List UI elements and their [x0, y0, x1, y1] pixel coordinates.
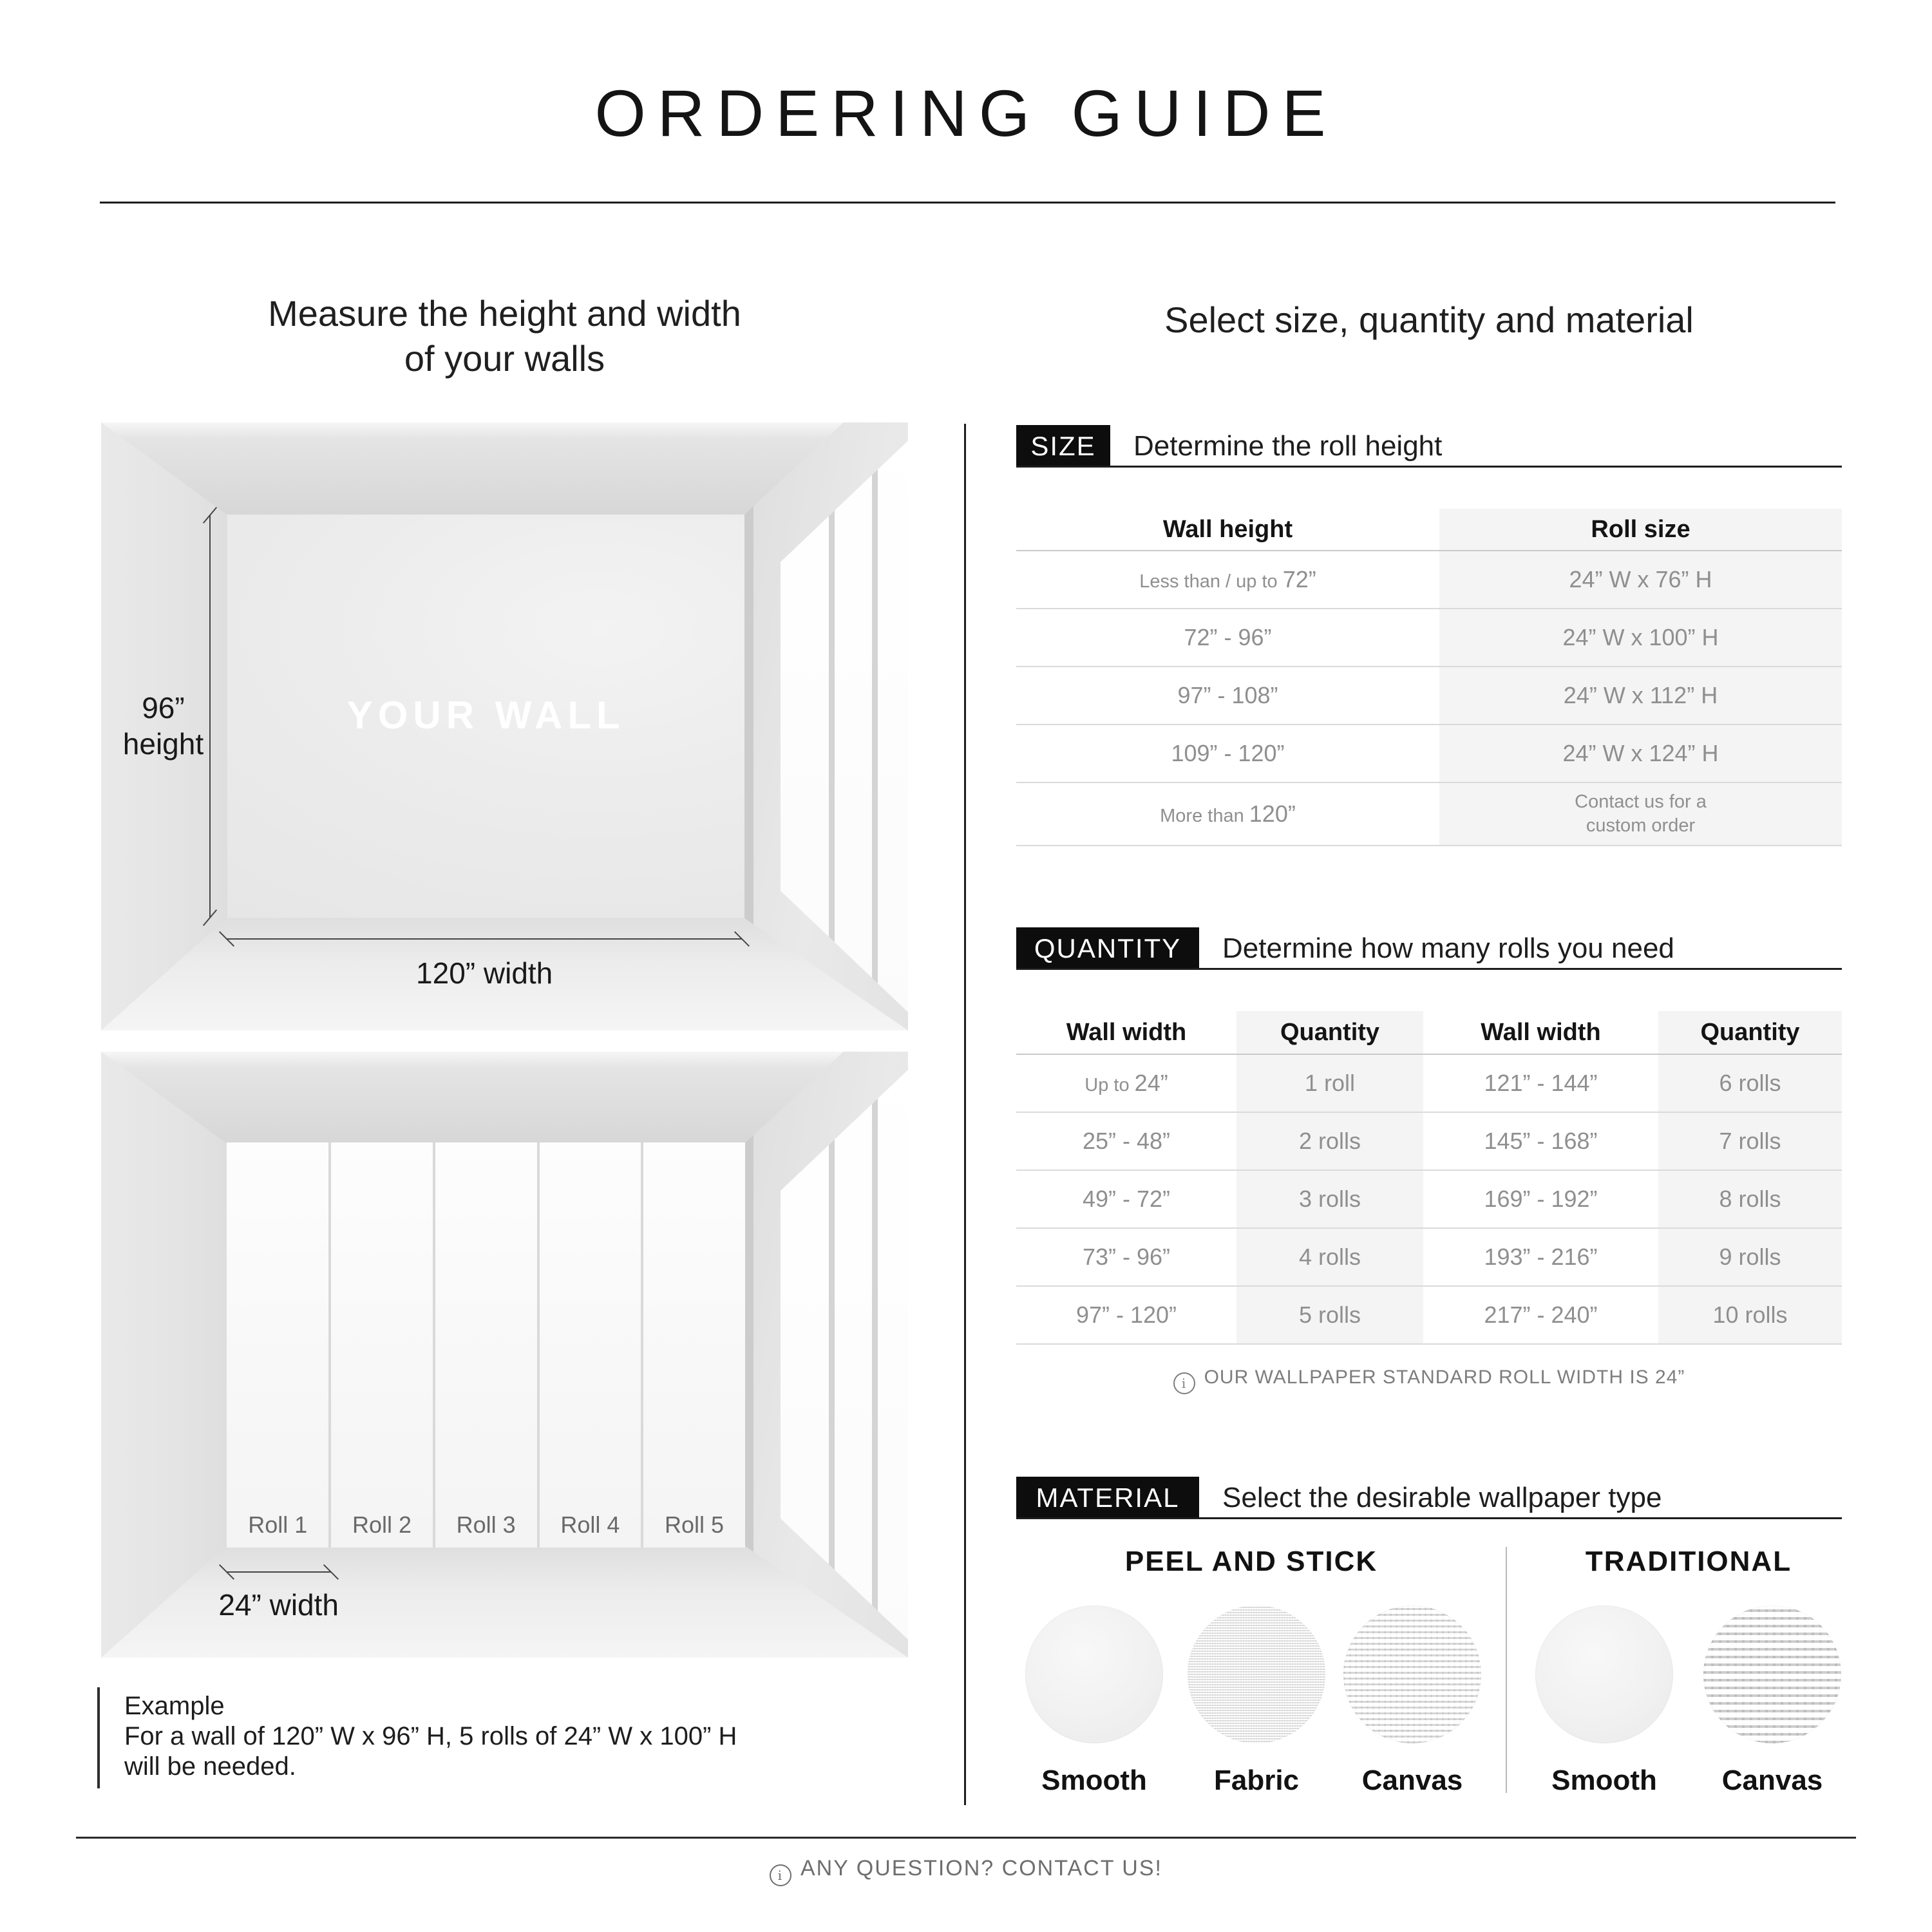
room-illustration-measure: [101, 422, 908, 1030]
column-header-wall-width: Wall width: [1481, 1018, 1601, 1046]
table-row: Up to 24” 1 roll 121” - 144” 6 rolls: [1084, 1070, 1781, 1096]
note-text: OUR WALLPAPER STANDARD ROLL WIDTH IS 24”: [1204, 1367, 1685, 1388]
footer-text: ANY QUESTION? CONTACT US!: [800, 1856, 1162, 1880]
example-line1: For a wall of 120” W x 96” H, 5 rolls of 24” W x 100” H: [124, 1722, 737, 1750]
material-section-heading: Select the desirable wallpaper type: [1222, 1482, 1662, 1513]
quantity-section-heading: Determine how many rolls you need: [1222, 933, 1674, 964]
column-header-quantity: Quantity: [1280, 1018, 1380, 1046]
window-glass: [781, 1052, 908, 1658]
roll-label: Roll 5: [665, 1511, 724, 1538]
width-dimension-line: [227, 938, 741, 940]
swatch-label: Canvas: [1361, 1765, 1463, 1796]
height-value: 96”: [142, 691, 185, 725]
column-header-roll-size: Roll size: [1591, 515, 1690, 543]
footer-divider: [76, 1837, 1856, 1839]
room-illustration-rolls: [101, 1052, 908, 1658]
table-row: 109” - 120” 24” W x 124” H: [1016, 724, 1842, 782]
table-row: 49” - 72” 3 rolls 169” - 192” 8 rolls: [1016, 1170, 1842, 1227]
size-section-rule: [1016, 466, 1842, 468]
info-icon: i: [1173, 1372, 1195, 1394]
swatch-label: Fabric: [1213, 1765, 1300, 1796]
swatch-label: Canvas: [1721, 1765, 1823, 1796]
swatch-smooth-icon: [1535, 1605, 1673, 1743]
quantity-table-header: [1016, 1011, 1842, 1055]
roll-label: Roll 1: [248, 1511, 308, 1538]
height-word: height: [122, 727, 204, 761]
roll-panel: [643, 1142, 745, 1548]
info-icon: i: [770, 1864, 791, 1886]
swatch-label: Smooth: [1551, 1765, 1657, 1796]
example-title: Example: [124, 1692, 225, 1720]
column-divider: [964, 424, 966, 1805]
column-header-quantity: Quantity: [1700, 1018, 1800, 1046]
window-mullion: [872, 422, 878, 1030]
roll-width-dimension-line: [227, 1571, 331, 1573]
window-glass: [781, 422, 908, 1030]
swatch-canvas-icon: [1343, 1605, 1481, 1743]
height-dimension-label: [111, 690, 216, 762]
material-badge: MATERIAL: [1016, 1477, 1199, 1519]
page-title: ORDERING GUIDE: [594, 77, 1338, 150]
table-row: 25” - 48” 2 rolls 145” - 168” 7 rolls: [1016, 1112, 1842, 1170]
roll-width-dimension-label: 24” width: [218, 1587, 339, 1622]
your-wall-label: YOUR WALL: [346, 694, 625, 737]
table-row: 97” - 120” 5 rolls 217” - 240” 10 rolls: [1016, 1285, 1842, 1343]
roll-panel: [331, 1142, 433, 1548]
roll-panel: [435, 1142, 537, 1548]
left-heading-line2: of your walls: [404, 338, 605, 379]
roll-width-note: [1016, 1367, 1842, 1394]
example-block: [97, 1687, 737, 1788]
roll-panel: [227, 1142, 328, 1548]
swatch-fabric-icon: [1188, 1605, 1325, 1743]
size-section-heading: Determine the roll height: [1133, 430, 1443, 462]
size-table-header: [1016, 509, 1842, 551]
title-divider: [100, 202, 1835, 204]
table-row: 73” - 96” 4 rolls 193” - 216” 9 rolls: [1016, 1227, 1842, 1285]
wallpaper-rolls: [227, 1142, 744, 1548]
example-line2: will be needed.: [124, 1752, 296, 1781]
window-mullion: [872, 1052, 878, 1658]
right-column-heading: Select size, quantity and material: [1164, 299, 1694, 340]
size-badge: SIZE: [1016, 425, 1110, 468]
table-row: 72” - 96” 24” W x 100” H: [1016, 608, 1842, 666]
swatch-smooth-icon: [1025, 1605, 1163, 1743]
swatch-canvas-icon: [1703, 1605, 1841, 1743]
left-heading-line1: Measure the height and width: [268, 293, 741, 334]
quantity-section-rule: [1016, 968, 1842, 970]
peel-and-stick-title: PEEL AND STICK: [1124, 1546, 1378, 1577]
roll-label: Roll 3: [456, 1511, 516, 1538]
quantity-table: [1016, 1011, 1842, 1345]
size-table-body: [1016, 551, 1842, 845]
roll-label: Roll 4: [560, 1511, 620, 1538]
window-mullion: [829, 1052, 835, 1658]
column-header-wall-height: Wall height: [1162, 515, 1293, 543]
roll-label: Roll 2: [352, 1511, 412, 1538]
column-header-wall-width: Wall width: [1066, 1018, 1187, 1046]
material-group-divider: [1506, 1547, 1507, 1793]
left-column-heading: [101, 291, 908, 381]
window-mullion: [829, 422, 835, 1030]
table-row: More than 120” Contact us for a custom order: [1016, 782, 1842, 845]
material-section-rule: [1016, 1517, 1842, 1519]
traditional-title: TRADITIONAL: [1585, 1546, 1792, 1577]
roll-panel: [540, 1142, 641, 1548]
swatch-label: Smooth: [1041, 1765, 1147, 1796]
size-table: [1016, 509, 1842, 846]
table-row: 97” - 108” 24” W x 112” H: [1016, 666, 1842, 724]
quantity-badge: QUANTITY: [1016, 927, 1199, 970]
footer-contact: [0, 1856, 1932, 1886]
table-row: Less than / up to 72” 24” W x 76” H: [1139, 566, 1712, 592]
width-dimension-label: 120” width: [416, 956, 553, 990]
quantity-table-body: [1016, 1055, 1842, 1343]
